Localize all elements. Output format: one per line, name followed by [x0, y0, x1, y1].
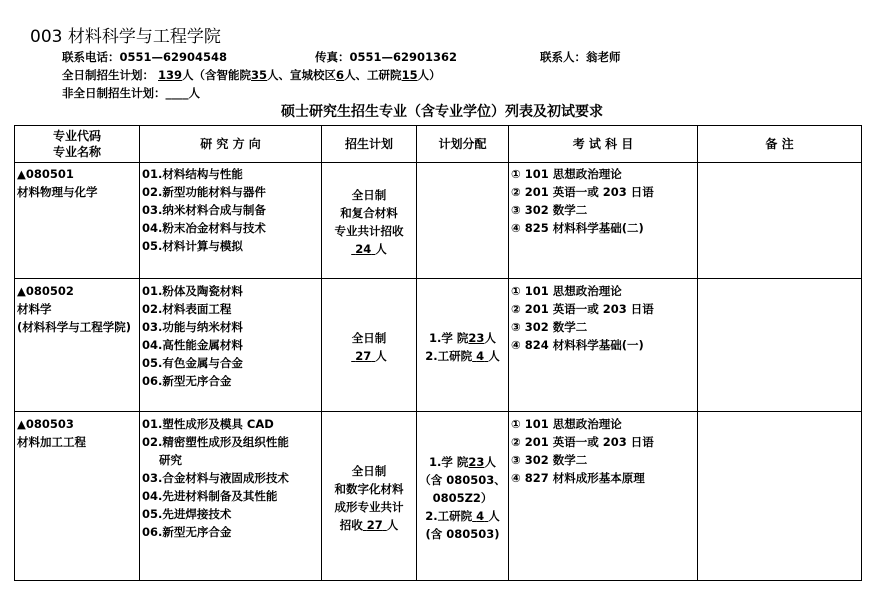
plan-unit: 人 [375, 348, 387, 363]
table-row [15, 163, 862, 279]
allocation-label: 1.学 院 [429, 330, 469, 345]
header-name: 专业名称 [52, 145, 101, 159]
direction-item: 04.先进材料制备及其性能 [142, 489, 278, 503]
direction-item: 06.新型无序合金 [142, 374, 232, 388]
exam-subject: ④ 824 材料科学基础(一) [511, 338, 644, 352]
parttime-plan-label: 非全日制招生计划： [62, 86, 166, 100]
phone-info [62, 49, 227, 65]
plan-count-line [324, 347, 414, 365]
major-name: 材料加工工程 [17, 435, 86, 449]
major-code: ▲080503 [17, 417, 74, 431]
allocation-cell [417, 279, 509, 412]
exam-subject: ② 201 英语一或 203 日语 [511, 302, 654, 316]
direction-item: 02.材料表面工程 [142, 302, 232, 316]
direction-item: 01.粉体及陶瓷材料 [142, 284, 243, 298]
directions-cell [140, 163, 322, 279]
school-title: 003 材料科学与工程学院 [30, 27, 221, 47]
exam-subject: ① 101 思想政治理论 [511, 167, 622, 181]
exam-subject: ③ 302 数学二 [511, 453, 588, 467]
phone-number: 0551—62904548 [119, 50, 228, 64]
fulltime-plan-text: 人、宣城校区 [267, 68, 337, 82]
allocation-institute [419, 507, 506, 525]
table-header-row [15, 126, 862, 163]
fulltime-plan-text: 人） [417, 68, 441, 82]
plan-text: 成形专业共计 [334, 499, 404, 514]
allocation-cell [417, 412, 509, 581]
allocation-cell [417, 163, 509, 279]
major-code: ▲080501 [17, 167, 74, 181]
fulltime-plan-text: 人（含智能院 [182, 68, 252, 82]
exam-cell [509, 412, 698, 581]
table-title: 硕士研究生招生专业（含专业学位）列表及初试要求 [281, 104, 603, 120]
major-code: ▲080502 [17, 284, 74, 298]
allocation-college [419, 453, 506, 471]
exam-cell [509, 279, 698, 412]
contact-person-info [540, 49, 621, 65]
allocation-unit: 人 [484, 454, 496, 469]
direction-item: 02.精密塑性成形及组织性能 [142, 435, 289, 449]
direction-item: 04.高性能金属材料 [142, 338, 243, 352]
header-direction: 研 究 方 向 [140, 126, 322, 163]
direction-item: 05.有色金属与合金 [142, 356, 243, 370]
direction-item: 06.新型无序合金 [142, 525, 232, 539]
allocation-count-value: 4 [476, 508, 485, 523]
allocation-note: (含 080503) [425, 526, 500, 541]
majors-table [14, 125, 862, 581]
exam-subject: ③ 302 数学二 [511, 203, 588, 217]
direction-item: 05.先进焊接技术 [142, 507, 232, 521]
notes-cell [698, 163, 862, 279]
allocation-label: 2.工研院 [425, 348, 473, 363]
allocation-count [472, 509, 488, 523]
table-row [15, 412, 862, 581]
allocation-count-value: 4 [476, 348, 485, 363]
allocation-unit: 人 [488, 348, 500, 363]
fax-label: 传真： [315, 50, 350, 64]
plan-text: 全日制 [351, 463, 387, 478]
exam-subject: ② 201 英语一或 203 日语 [511, 185, 654, 199]
header-plan: 招生计划 [322, 126, 417, 163]
fax-info [315, 49, 457, 65]
direction-item: 04.粉末冶金材料与技术 [142, 221, 266, 235]
header-allocation: 计划分配 [417, 126, 509, 163]
allocation-note: 0805Z2） [432, 490, 493, 505]
major-name-extra: (材料科学与工程学院) [17, 320, 132, 334]
allocation-institute [419, 347, 506, 365]
engineering-institute-count: 15 [401, 68, 418, 82]
contact-person: 翁老师 [586, 50, 621, 64]
plan-text: 全日制 [351, 330, 387, 345]
exam-subject: ③ 302 数学二 [511, 320, 588, 334]
direction-item: 01.塑性成形及模具 CAD [142, 417, 274, 431]
allocation-note: （含 080503、 [419, 472, 506, 487]
smart-institute-count: 35 [251, 68, 268, 82]
major-name: 材料学 [17, 302, 52, 316]
major-cell [15, 279, 140, 412]
direction-item: 02.新型功能材料与器件 [142, 185, 266, 199]
header-exam: 考 试 科 目 [509, 126, 698, 163]
plan-count-value: 24 [355, 241, 372, 256]
direction-item: 03.合金材料与液固成形技术 [142, 471, 289, 485]
plan-text: 专业共计招收 [334, 223, 404, 238]
parttime-plan-line [62, 85, 200, 101]
fulltime-plan-line [62, 67, 441, 83]
fulltime-plan-text: 人、工研院 [344, 68, 402, 82]
plan-count-value: 27 [366, 517, 383, 532]
header-code: 专业代码 [52, 129, 101, 143]
exam-subject: ② 201 英语一或 203 日语 [511, 435, 654, 449]
plan-count-line [324, 516, 414, 534]
plan-cell [322, 163, 417, 279]
exam-cell [509, 163, 698, 279]
allocation-label: 2.工研院 [425, 508, 473, 523]
phone-label: 联系电话： [62, 50, 120, 64]
plan-cell [322, 412, 417, 581]
exam-subject: ④ 825 材料科学基础(二) [511, 221, 644, 235]
major-cell [15, 163, 140, 279]
header-code-name [15, 126, 140, 163]
exam-subject: ① 101 思想政治理论 [511, 417, 622, 431]
allocation-unit: 人 [484, 330, 496, 345]
directions-cell [140, 279, 322, 412]
allocation-count: 23 [468, 454, 485, 469]
plan-count [351, 349, 375, 363]
parttime-plan-blank: ____ [165, 86, 189, 100]
plan-unit: 人 [375, 241, 387, 256]
direction-item: 05.材料计算与模拟 [142, 239, 243, 253]
parttime-plan-unit: 人 [188, 86, 200, 100]
allocation-label: 1.学 院 [429, 454, 469, 469]
allocation-count [472, 349, 488, 363]
major-name: 材料物理与化学 [17, 185, 98, 199]
plan-text: 和复合材料 [340, 205, 398, 220]
contact-person-label: 联系人： [540, 50, 586, 64]
plan-unit: 人 [386, 517, 399, 532]
notes-cell [698, 412, 862, 581]
plan-prefix: 招收 [339, 517, 363, 532]
xuancheng-campus-count: 6 [336, 68, 345, 82]
allocation-college [419, 329, 506, 347]
plan-count [363, 518, 387, 532]
fax-number: 0551—62901362 [349, 50, 458, 64]
allocation-count: 23 [468, 330, 485, 345]
plan-text: 和数字化材料 [334, 481, 404, 496]
fulltime-plan-total: 139 [158, 68, 183, 82]
plan-text: 全日制 [351, 187, 387, 202]
plan-cell [322, 279, 417, 412]
directions-cell [140, 412, 322, 581]
header-notes: 备 注 [698, 126, 862, 163]
notes-cell [698, 279, 862, 412]
plan-count-value: 27 [355, 348, 372, 363]
exam-subject: ① 101 思想政治理论 [511, 284, 622, 298]
direction-item-continued: 研究 [159, 453, 182, 467]
exam-subject: ④ 827 材料成形基本原理 [511, 471, 645, 485]
plan-count-line [324, 240, 414, 258]
direction-item: 01.材料结构与性能 [142, 167, 243, 181]
fulltime-plan-label: 全日制招生计划： [62, 68, 154, 82]
major-cell [15, 412, 140, 581]
table-row [15, 279, 862, 412]
direction-item: 03.功能与纳米材料 [142, 320, 243, 334]
plan-count [351, 242, 375, 256]
direction-item: 03.纳米材料合成与制备 [142, 203, 266, 217]
allocation-unit: 人 [488, 508, 500, 523]
